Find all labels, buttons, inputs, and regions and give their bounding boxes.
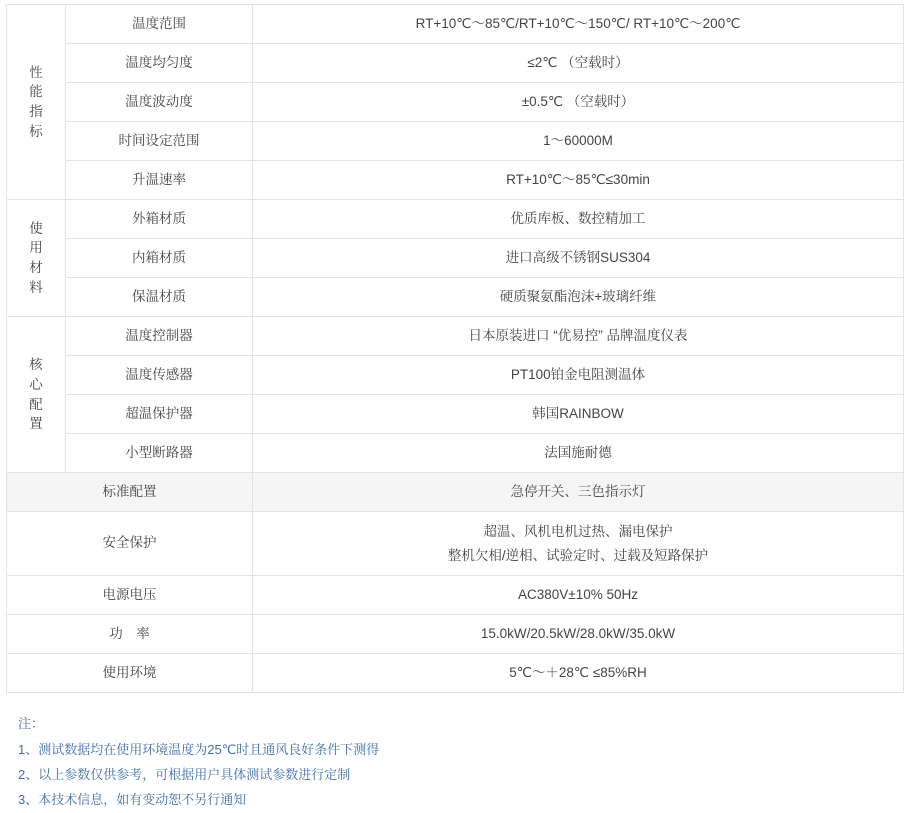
note-item: 1、测试数据均在使用环境温度为25℃时且通风良好条件下测得	[18, 741, 380, 757]
table-row	[7, 161, 904, 200]
row-label: 温度均匀度	[66, 44, 253, 83]
row-label: 超温保护器	[66, 395, 253, 434]
table-row	[7, 239, 904, 278]
row-value: 法国施耐德	[253, 434, 904, 473]
table-row	[7, 434, 904, 473]
group-label: 核心配置	[29, 357, 43, 432]
table-row	[7, 122, 904, 161]
row-value: 硬质聚氨酯泡沫+玻璃纤维	[253, 278, 904, 317]
table-row	[7, 576, 904, 615]
table-row	[7, 512, 904, 576]
table-row	[7, 317, 904, 356]
row-label: 标准配置	[7, 473, 253, 512]
table-row	[7, 395, 904, 434]
table-row	[7, 654, 904, 693]
row-label: 温度波动度	[66, 83, 253, 122]
row-label: 功 率	[7, 615, 253, 654]
table-row	[7, 615, 904, 654]
row-label: 升温速率	[66, 161, 253, 200]
table-row	[7, 473, 904, 512]
notes-title: 注：	[18, 716, 45, 732]
row-label: 内箱材质	[66, 239, 253, 278]
notes-block	[18, 711, 904, 812]
specification-table	[6, 4, 904, 693]
row-value-line: 超温、风机电机过热、漏电保护	[483, 524, 673, 539]
table-row	[7, 356, 904, 395]
row-value: ±0.5℃ （空载时）	[253, 83, 904, 122]
group-label: 使用材料	[29, 220, 43, 295]
row-value: 急停开关、三色指示灯	[253, 473, 904, 512]
table-row	[7, 5, 904, 44]
row-label: 安全保护	[7, 512, 253, 576]
row-label: 时间设定范围	[66, 122, 253, 161]
row-value: PT100铂金电阻测温体	[253, 356, 904, 395]
row-value: 日本原装进口 “优易控” 品牌温度仪表	[253, 317, 904, 356]
row-label: 温度控制器	[66, 317, 253, 356]
row-value: ≤2℃ （空载时）	[253, 44, 904, 83]
row-value: RT+10℃～85℃/RT+10℃～150℃/ RT+10℃～200℃	[253, 5, 904, 44]
table-row	[7, 200, 904, 239]
table-row	[7, 278, 904, 317]
row-value-line: 整机欠相/逆相、试验定时、过载及短路保护	[447, 547, 709, 563]
group-cell-performance	[7, 5, 66, 200]
row-value-multiline	[253, 512, 904, 576]
row-label: 温度范围	[66, 5, 253, 44]
row-value: RT+10℃～85℃≤30min	[253, 161, 904, 200]
group-label: 性能指标	[29, 64, 43, 139]
note-item: 3、本技术信息，如有变动恕不另行通知	[18, 792, 247, 808]
row-label: 电源电压	[7, 576, 253, 615]
row-label: 小型断路器	[66, 434, 253, 473]
row-label: 保温材质	[66, 278, 253, 317]
row-value: AC380V±10% 50Hz	[253, 576, 904, 615]
row-value: 15.0kW/20.5kW/28.0kW/35.0kW	[253, 615, 904, 654]
row-value: 优质库板、数控精加工	[253, 200, 904, 239]
row-label: 外箱材质	[66, 200, 253, 239]
table-body	[7, 5, 904, 693]
note-item: 2、以上参数仅供参考，可根据用户具体测试参数进行定制	[18, 766, 351, 782]
group-cell-core-config	[7, 317, 66, 473]
row-value: 5℃～＋28℃ ≤85%RH	[253, 654, 904, 693]
group-cell-materials	[7, 200, 66, 317]
row-label: 使用环境	[7, 654, 253, 693]
row-value: 1～60000M	[253, 122, 904, 161]
row-value: 进口高级不锈钢SUS304	[253, 239, 904, 278]
row-label: 温度传感器	[66, 356, 253, 395]
table-row	[7, 44, 904, 83]
row-value: 韩国RAINBOW	[253, 395, 904, 434]
table-row	[7, 83, 904, 122]
